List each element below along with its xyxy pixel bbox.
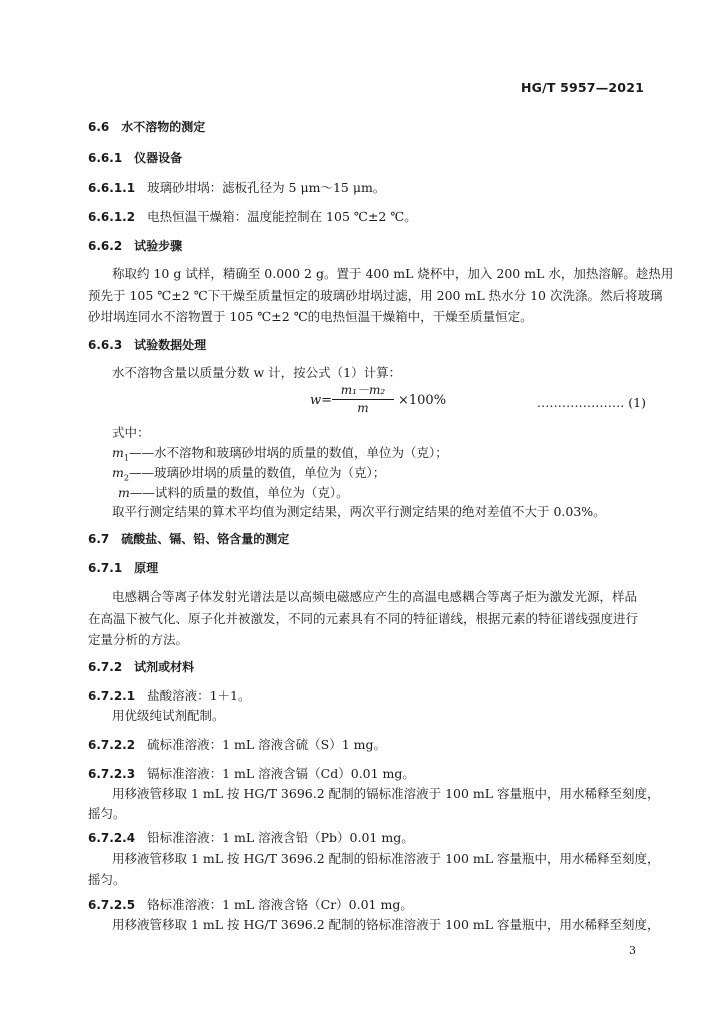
- formula-numerator: m₁－m₂: [340, 383, 386, 397]
- section-number: 6.7.2: [88, 660, 123, 674]
- paragraph-line: 电感耦合等离子体发射光谱法是以高频电磁感应产生的高温电感耦合等离子炬为激发光源，样品: [112, 589, 638, 604]
- item-text: 铅标准溶液：1 mL 溶液含铅（Pb）0.01 mg。: [147, 830, 414, 845]
- paragraph-line: 摇匀。: [88, 872, 126, 887]
- item-number: 6.7.2.4: [88, 831, 136, 845]
- variable-symbol: m: [112, 445, 124, 460]
- item-text: 镉标准溶液：1 mL 溶液含镉（Cd）0.01 mg。: [147, 766, 415, 781]
- variable-definition: ——试料的质量的数值，单位为（克）。: [129, 485, 349, 500]
- item-number: 6.6.1.1: [88, 181, 136, 195]
- item-number: 6.7.2.2: [88, 738, 136, 752]
- formula-lhs: w=: [310, 393, 333, 408]
- paragraph-line: 用移液管移取 1 mL 按 HG/T 3696.2 配制的镉标准溶液于 100 mL 容量瓶中，用水稀释至刻度，: [112, 786, 660, 801]
- heading-6-7: [88, 531, 289, 547]
- variable-symbol: m: [118, 485, 130, 500]
- heading-6-6-2: [88, 238, 182, 254]
- section-number: 6.7.1: [88, 561, 123, 575]
- where-m1: [112, 445, 448, 467]
- item-6-6-1-2: [88, 209, 417, 225]
- item-number: 6.6.1.2: [88, 210, 136, 224]
- item-6-6-1-1: [88, 180, 385, 196]
- where-m: [118, 485, 349, 501]
- where-m2: [112, 465, 385, 487]
- item-text: 盐酸溶液：1＋1。: [147, 688, 251, 703]
- formula-rhs: ×100%: [398, 393, 447, 408]
- paragraph-line: 砂坩埚连同水不溶物置于 105 ℃±2 ℃的电热恒温干燥箱中，干燥至质量恒定。: [88, 309, 533, 324]
- heading-6-6: [88, 119, 205, 135]
- paragraph-line: 定量分析的方法。: [88, 632, 189, 647]
- section-title: 试验数据处理: [134, 338, 207, 352]
- item-text: 玻璃砂坩埚：滤板孔径为 5 μm～15 μm。: [147, 180, 386, 195]
- item-number: 6.7.2.1: [88, 689, 136, 703]
- section-title: 原理: [134, 561, 159, 575]
- equation-number: ………………… (1): [536, 395, 646, 410]
- section-title: 水不溶物的测定: [121, 120, 206, 134]
- formula-fraction: [332, 381, 394, 415]
- item-6-7-2-4: [88, 830, 414, 846]
- fraction-bar: [332, 399, 394, 400]
- formula-intro: 水不溶物含量以质量分数 w 计，按公式（1）计算：: [112, 365, 402, 380]
- variable-definition: ——水不溶物和玻璃砂坩埚的质量的数值，单位为（克）；: [128, 445, 448, 460]
- formula-denominator: m: [357, 401, 369, 415]
- standard-code: HG/T 5957—2021: [520, 80, 644, 95]
- heading-6-6-3: [88, 337, 206, 353]
- paragraph-line: 在高温下被气化、原子化并被激发，不同的元素具有不同的特征谱线，根据元素的特征谱线强度进行: [88, 611, 639, 626]
- paragraph-line: 预先于 105 ℃±2 ℃下干燥至质量恒定的玻璃砂坩埚过滤，用 200 mL 热水分 10 次洗涤。然后将玻璃: [88, 288, 663, 303]
- heading-6-7-1: [88, 560, 158, 576]
- section-number: 6.6.3: [88, 338, 123, 352]
- result-statement: 取平行测定结果的算术平均值为测定结果，两次平行测定结果的绝对差值不大于 0.03%。: [112, 504, 606, 519]
- section-number: 6.6.1: [88, 151, 123, 165]
- item-6-7-2-5: [88, 897, 413, 913]
- paragraph-line: 摇匀。: [88, 806, 126, 821]
- section-number: 6.6.2: [88, 239, 123, 253]
- variable-definition: ——玻璃砂坩埚的质量的数值，单位为（克）；: [128, 465, 386, 480]
- paragraph-line: 用移液管移取 1 mL 按 HG/T 3696.2 配制的铬标准溶液于 100 mL 容量瓶中，用水稀释至刻度，: [112, 917, 660, 932]
- section-title: 仪器设备: [134, 151, 183, 165]
- item-text: 电热恒温干燥箱：温度能控制在 105 ℃±2 ℃。: [147, 209, 417, 224]
- item-text: 铬标准溶液：1 mL 溶液含铬（Cr）0.01 mg。: [147, 897, 413, 912]
- paragraph-line: 用移液管移取 1 mL 按 HG/T 3696.2 配制的铅标准溶液于 100 mL 容量瓶中，用水稀释至刻度，: [112, 851, 660, 866]
- section-number: 6.7: [88, 532, 110, 546]
- variable-subscript: 2: [123, 473, 129, 483]
- formula-1: [310, 381, 510, 421]
- section-number: 6.6: [88, 120, 110, 134]
- item-6-7-2-3: [88, 766, 415, 782]
- variable-subscript: 1: [123, 453, 129, 463]
- item-text: 硫标准溶液：1 mL 溶液含硫（S）1 mg。: [147, 737, 386, 752]
- where-label: 式中：: [112, 425, 150, 440]
- item-number: 6.7.2.5: [88, 898, 136, 912]
- paragraph-line: 称取约 10 g 试样，精确至 0.000 2 g。置于 400 mL 烧杯中，加入 200 mL 水，加热溶解。趁热用: [112, 266, 674, 281]
- section-title: 试验步骤: [134, 239, 183, 253]
- heading-6-7-2: [88, 659, 194, 675]
- heading-6-6-1: [88, 150, 182, 166]
- item-6-7-2-2: [88, 737, 386, 753]
- variable-symbol: m: [112, 465, 124, 480]
- section-title: 试剂或材料: [134, 660, 195, 674]
- item-6-7-2-1: [88, 688, 250, 704]
- paragraph-line: 用优级纯试剂配制。: [112, 708, 225, 723]
- item-number: 6.7.2.3: [88, 767, 136, 781]
- page-number: 3: [629, 944, 636, 957]
- section-title: 硫酸盐、镉、铅、铬含量的测定: [121, 532, 290, 546]
